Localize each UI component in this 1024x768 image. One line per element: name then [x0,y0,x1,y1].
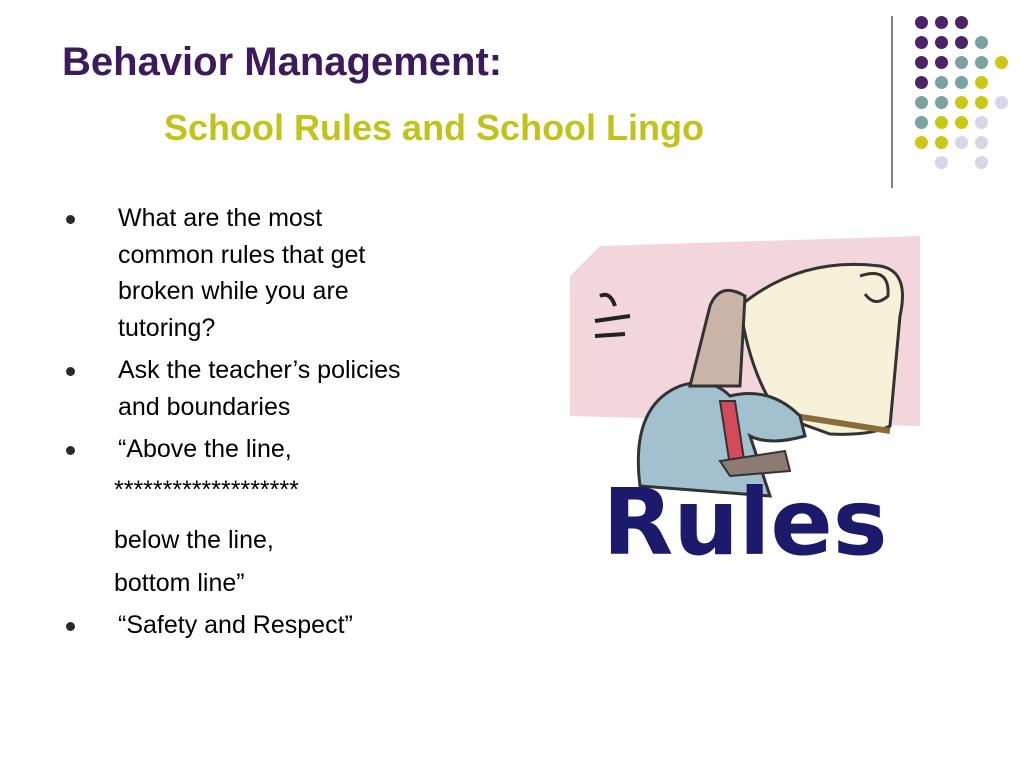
dot-yellow [975,76,988,89]
dot-teal [915,96,928,109]
dot-teal [975,36,988,49]
dot-teal [955,76,968,89]
rules-clipart-svg [570,236,920,570]
bullet-dot [66,367,75,376]
bullet-line: What are the most [118,204,323,232]
shout-mark-icon [595,334,625,336]
bullet-item [60,352,500,425]
dot-purple [935,16,948,29]
bullet-item [60,607,500,644]
bullet-line: common rules that get [118,240,366,269]
dot-purple [935,36,948,49]
bullet-dot [66,622,75,631]
dot-teal [955,56,968,69]
dot-purple [955,16,968,29]
continuation-line: ******************* [114,475,299,504]
bullet-dot [66,215,75,224]
bullet-line: “Above the line, [118,435,292,463]
rules-word: Rules [602,469,888,570]
continuation-line: below the line, [114,526,274,554]
bullet-item [60,200,500,346]
dot-lavender [975,116,988,129]
dot-lavender [975,136,988,149]
dot-yellow [975,96,988,109]
dot-purple [955,36,968,49]
bullet-dot [66,446,75,455]
dot-yellow [935,136,948,149]
bullet-line: and boundaries [118,392,291,421]
dot-yellow [955,116,968,129]
dot-purple [915,36,928,49]
dot-teal [915,116,928,129]
dot-purple [915,76,928,89]
bullet-item [60,431,500,468]
rules-clipart [570,236,920,570]
continuation-line: bottom line” [114,568,245,597]
dot-lavender [955,136,968,149]
dot-purple [915,16,928,29]
dot-teal [975,56,988,69]
divider-line [891,16,893,188]
bullet-line: “Safety and Respect” [118,611,353,639]
dot-yellow [915,136,928,149]
decorative-dot-grid [900,10,1024,170]
dot-teal [935,76,948,89]
dot-teal [935,96,948,109]
bullet-list [60,200,500,646]
dot-yellow [995,56,1008,69]
dot-lavender [995,96,1008,109]
dot-yellow [955,96,968,109]
dot-purple [935,56,948,69]
dot-yellow [935,116,948,129]
bullet-line: Ask the teacher’s policies [118,356,401,384]
bullet-line: broken while you are [118,277,349,305]
slide-title: Behavior Management: [62,40,503,84]
slide-subtitle: School Rules and School Lingo [164,107,705,148]
dot-lavender [975,156,988,169]
bullet-line: tutoring? [118,313,216,342]
dot-lavender [935,156,948,169]
dot-purple [915,56,928,69]
